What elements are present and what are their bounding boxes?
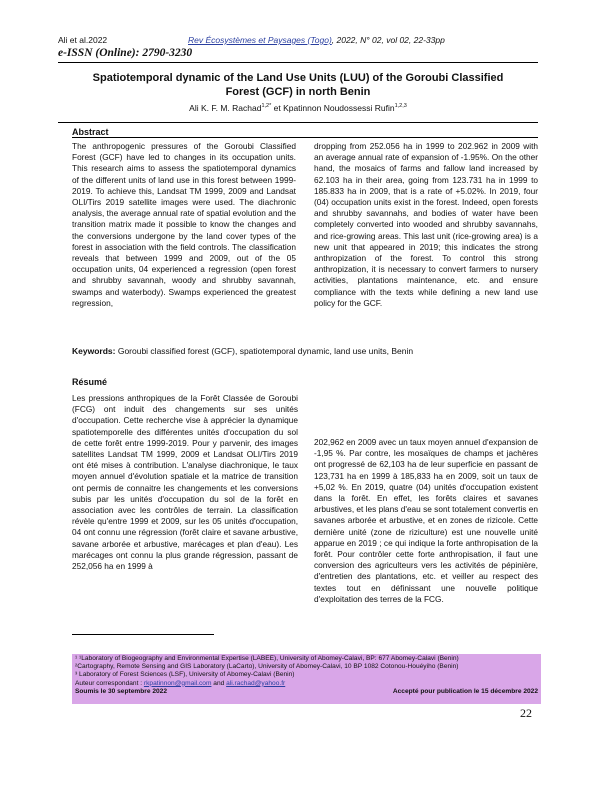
resume-text-2: 202,962 en 2009 avec un taux moyen annuel d'expansion de -1,95 %. Par contre, les mosaïques de champs et jachères ont progressé de 62,103 ha de leur superficie en passant de 123,731 ha en 1999 à 185,833 ha en 2009, soit un taux de +5,02 %. En 2019, quatre (04) unités d'occupation existent dans la forêt. En effet, les forêts claires et savanes arbustives, et les plans d'eau se sont totalement convertis en savanes arborée et arbustive, et en zones de rizicole. Cette dernière unité (zone de riziculture) est une nouvelle unité apparue en 2019 ; ce qui indique la forte anthropisation de la forêt. Pour contrôler cette forte anthropisation, il faut une conversion des agriculteurs vers les activités de pépinière, d'entretien des plantations, etc. et veiller au respect des textes tout en définissant une nouvelle politique d'exploitation des terres de la FCG. xyxy=(314,437,538,604)
header-citation: Ali et al.2022 xyxy=(58,35,108,45)
abstract-heading: Abstract xyxy=(72,127,109,137)
journal-details: , 2022, N° 02, vol 02, 22-33pp xyxy=(331,35,445,45)
resume-column-1 xyxy=(72,393,298,572)
email-link-1[interactable]: rkpatinnon@gmail.com xyxy=(143,679,212,687)
resume-heading: Résumé xyxy=(72,377,108,387)
dates-row xyxy=(75,688,538,696)
email-link-2[interactable]: ali.rachad@yahoo.fr xyxy=(226,679,286,687)
journal-link[interactable]: Rev Écosystèmes et Paysages (Togo) xyxy=(188,35,332,45)
footnote-3: ³ Laboratory of Forest Sciences (LSF), University of Abomey-Calavi (Benin) xyxy=(75,671,295,679)
authors xyxy=(58,103,538,113)
resume-column-2 xyxy=(314,437,538,605)
footnote-separator xyxy=(72,634,214,635)
abstract-text-2: dropping from 252.056 ha in 1999 to 202.962 in 2009 with an average annual rate of expansion of -1.95%. On the other hand, the mosaics of farms and fallow land increased by 62.103 ha in their area, going from 123.731 ha in 1999 to 185.833 ha in 2009, that is a rate of +5.02%. In 2019, four (04) occupation units exist in the forest. Indeed, open forests and shrubby savannahs, and bodies of water have been completely converted into wooded and shrubby savannahs, and rice-growing areas. This last unit (rice-growing area) is a new unit that appeared in 2019; this indicates the strong anthropization of the forest. To control this strong anthropization, it is necessary to convert farmers to nursery activities, plantations maintenance, etc. and ensure compliance with the texts while defining a new land use policy for the GCF. xyxy=(314,141,538,308)
footnote-2: ²Cartography, Remote Sensing and GIS Laboratory (LaCarto), University of Abomey-Calavi, 10 BP 1082 Cotonou-Houéyiho (Benin) xyxy=(75,663,459,671)
keywords-label: Keywords: xyxy=(72,346,116,356)
abstract-rule xyxy=(72,137,538,138)
corresponding-author xyxy=(75,680,538,688)
abstract-column-2 xyxy=(314,141,538,309)
title-line-2: Forest (GCF) in north Benin xyxy=(225,86,371,98)
author-1: Ali K. F. M. Rachad xyxy=(189,103,262,113)
paper-title xyxy=(58,71,538,99)
author-sep: et xyxy=(271,103,284,113)
author-2-affil: 1,2,3 xyxy=(394,103,407,110)
author-1-affil: 1,2* xyxy=(261,103,272,110)
page-number: 22 xyxy=(520,706,532,720)
header-rule xyxy=(58,62,538,63)
keywords-text: Goroubi classified forest (GCF), spatiotemporal dynamic, land use units, Benin xyxy=(115,346,414,356)
issn: e-ISSN (Online): 2790-3230 xyxy=(58,47,193,59)
resume-text-1: Les pressions anthropiques de la Forêt Classée de Goroubi (FCG) ont induit des changements sur ses unités d'occupation. Cette recherche vise à apprécier la dynamique spatiotemporelle des différentes unités d'occupation du sol de cette forêt entre 1999-2019. Pour y parvenir, des images satellites Landsat TM 1999, 2009 et Landsat OLI/Tirs 2019 ont été mises à contribution. L'analyse diachronique, le taux moyen annuel d'évolution spatiale et la matrice de transition ont permis de connaitre les changements et les conversions subis par les unités d'occupation du sol de la forêt en association avec les contrôles de terrain. La classification révèle qu'entre 1999 et 2009, sur les 05 unités d'occupation, 04 ont connu une régression (forêt claire et savane arbustive, savane arborée et arbustive, marécages et plan d'eau). Les marécages ont connu la plus grande régression, passant de 252,056 ha en 1999 à xyxy=(72,393,298,572)
author-2: Kpatinnon Noudossessi Rufin xyxy=(283,103,395,113)
header-journal xyxy=(188,35,445,45)
submitted-date: Soumis le 30 septembre 2022 xyxy=(75,687,167,695)
corr-and: and xyxy=(211,679,227,687)
accepted-date: Accepté pour publication le 15 décembre 2022 xyxy=(392,687,538,695)
title-line-1: Spatiotemporal dynamic of the Land Use Units (LUU) of the Goroubi Classified xyxy=(92,72,504,84)
title-rule xyxy=(58,122,538,123)
footnote-box xyxy=(72,654,541,704)
corr-label: Auteur correspondant : xyxy=(75,679,144,687)
footnote-1: ¹ ¹Laboratory of Biogeography and Environmental Expertise (LABEE), University of Abomey-Calavi, BP: 677 Abomey-Calavi (Benin) xyxy=(75,655,459,662)
abstract-column-1 xyxy=(72,141,296,309)
abstract-text-1: The anthropogenic pressures of the Goroubi Classified Forest (GCF) have led to changes in its occupation units. This research aims to assess the spatiotemporal dynamics of the different units of land use in this forest between 1999-2019. To achieve this, Landsat TM 1999, 2009 and Landsat OLI/Tirs 2019 satellite images were used. The diachronic analysis, the average annual rate of spatial evolution and the transition matrix made it possible to know the changes and the conversions undergone by the land cover types of the forest in association with the field controls. The classification reveals that between 1999 and 2009, out of the 05 occupation units, 04 experienced a regression (open forest and shrubby savannah, woody and shrubby savannah, swamps and waterbody). Swamps experienced the greatest regression, xyxy=(72,141,296,308)
keywords xyxy=(72,346,538,356)
